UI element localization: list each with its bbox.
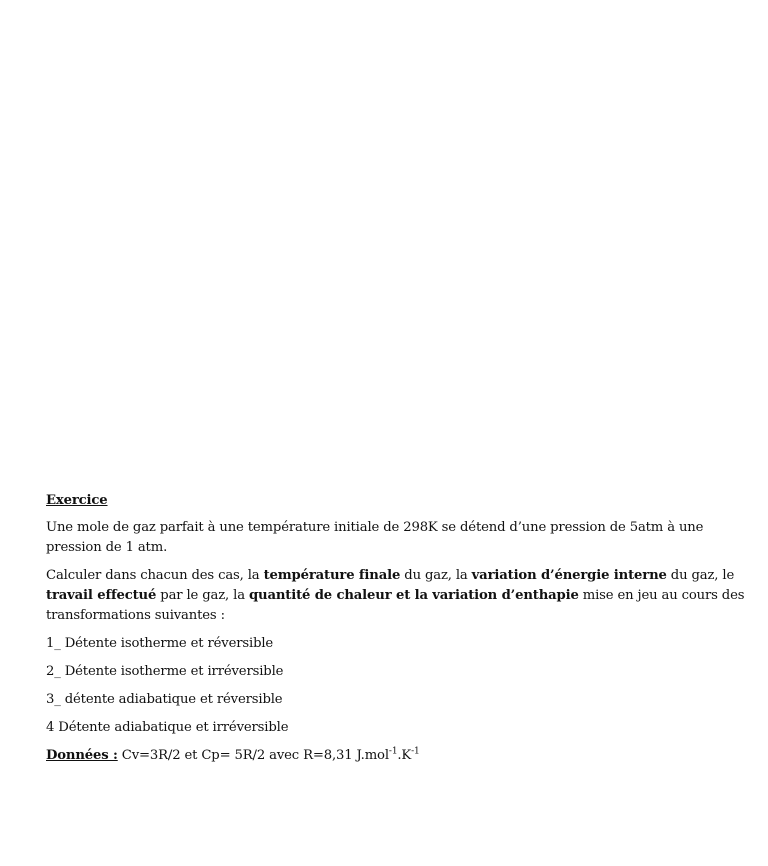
data-mid: .K xyxy=(397,748,412,763)
transformation-item-2: 2_ Détente isotherme et irréversible xyxy=(46,664,284,679)
question-text-5: mise en jeu au cours des transformations suivantes : xyxy=(46,588,745,623)
question-bold-final-temperature: température finale xyxy=(263,568,401,583)
data-text: Cv=3R/2 et Cp= 5R/2 avec R=8,31 J.mol xyxy=(117,748,389,763)
data-superscript-1: -1 xyxy=(388,746,398,757)
exercise-question xyxy=(46,566,746,626)
transformation-item-3: 3_ détente adiabatique et réversible xyxy=(46,692,283,707)
question-text-1: Calculer dans chacun des cas, la xyxy=(46,568,264,583)
data-line xyxy=(46,746,746,766)
data-label: Données : xyxy=(46,748,118,763)
question-bold-heat-enthalpy: quantité de chaleur et la variation d’enthapie xyxy=(248,588,579,603)
question-text-2: du gaz, la xyxy=(400,568,472,583)
transformation-item-4: 4 Détente adiabatique et irréversible xyxy=(46,720,289,735)
exercise-statement: Une mole de gaz parfait à une température initiale de 298K se détend d’une pression de 5atm à une pression de 1 atm. xyxy=(46,520,704,555)
transformation-item-1: 1_ Détente isotherme et réversible xyxy=(46,636,274,651)
data-superscript-2: -1 xyxy=(411,746,420,757)
question-bold-work: travail effectué xyxy=(46,588,157,603)
question-text-4: par le gaz, la xyxy=(156,588,249,603)
question-text-3: du gaz, le xyxy=(666,568,735,583)
exercise-title: Exercice xyxy=(46,493,108,508)
exercise-block xyxy=(46,491,746,774)
question-bold-internal-energy: variation d’énergie interne xyxy=(471,568,667,583)
